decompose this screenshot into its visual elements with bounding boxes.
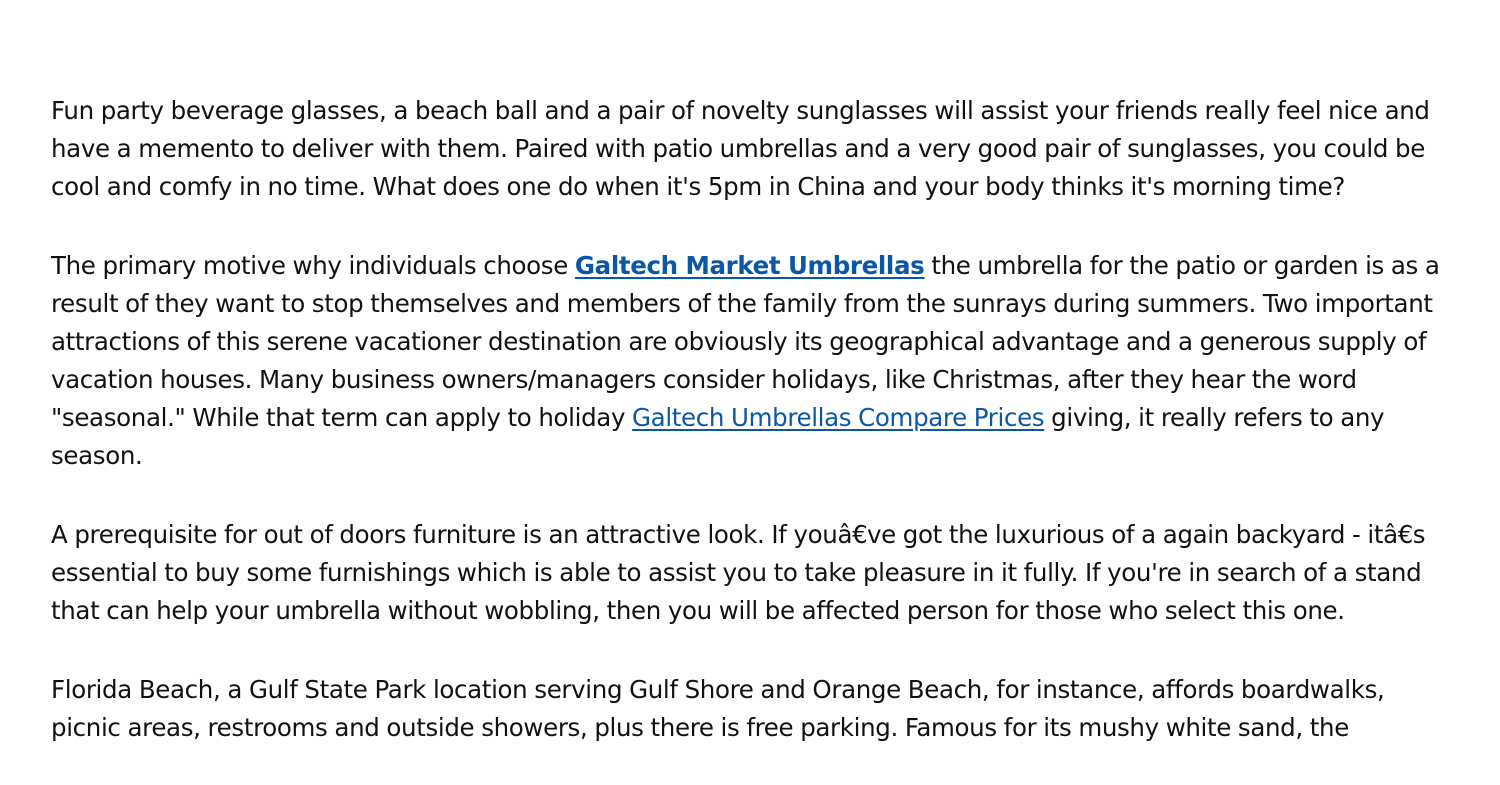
galtech-market-umbrellas-link[interactable]: Galtech Market Umbrellas	[574, 251, 925, 280]
paragraph-umbrella-motive	[51, 247, 1454, 475]
paragraph-outdoor-furniture: A prerequisite for out of doors furniture is an attractive look. If youâ€ve got the luxurious of a again backyard - itâ€s essential to buy some furnishings which is able to assist you to take pleasure in it fully. If you're in search of a stand that can help your umbrella without wobbling, then you will be affected person for those who select this one.	[51, 520, 1426, 625]
paragraph-text-before-link: The primary motive why individuals choose	[51, 251, 575, 280]
galtech-compare-prices-link[interactable]: Galtech Umbrellas Compare Prices	[632, 403, 1045, 432]
paragraph-florida-beach: Florida Beach, a Gulf State Park location serving Gulf Shore and Orange Beach, for instance, affords boardwalks, picnic areas, restrooms and outside showers, plus there is free parking. Famous for its mushy white sand, the	[51, 675, 1385, 742]
paragraph-party-glasses: Fun party beverage glasses, a beach ball and a pair of novelty sunglasses will assist your friends really feel nice and have a memento to deliver with them. Paired with patio umbrellas and a very good pair of sunglasses, you could be cool and comfy in no time. What does one do when it's 5pm in China and your body thinks it's morning time?	[51, 96, 1430, 201]
paragraph-text-between-links: the umbrella for the patio or garden is as a result of they want to stop themselves and members of the family from the sunrays during summers. Two important attractions of this serene vacationer destination are obviously its geographical advantage and a generous supply of vacation houses. Many business owners/managers consider holidays, like Christmas, after they hear the word "seasonal." While that term can apply to holiday	[51, 251, 1440, 432]
paragraph-text-after-link: giving, it really refers to any season.	[51, 403, 1385, 470]
